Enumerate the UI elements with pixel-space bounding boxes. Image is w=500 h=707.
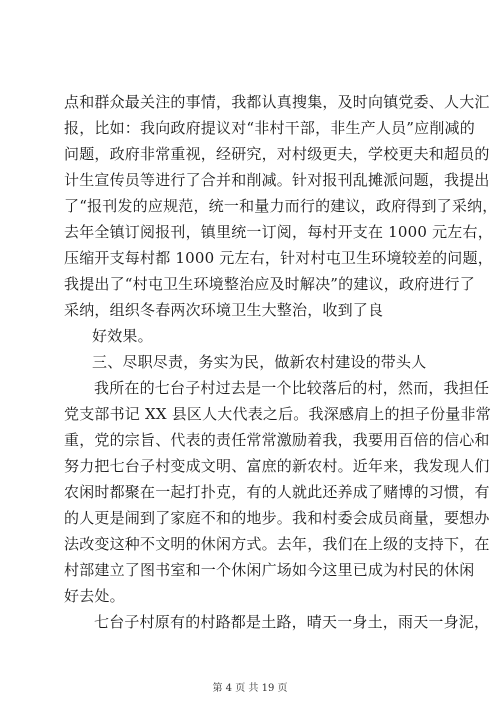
text-line-16: 农闲时都聚在一起打扑克，有的人就此还养成了赌博的习惯，有 xyxy=(64,483,490,501)
text-line-21: 七台子村原有的村路都是土路，晴天一身土，雨天一身泥， xyxy=(94,613,490,631)
text-line-1: 点和群众最关注的事情，我都认真搜集，及时向镇党委、人大汇 xyxy=(64,93,490,111)
text-line-17: 的人更是闹到了家庭不和的地步。我和村委会成员商量，要想办 xyxy=(64,509,490,527)
text-line-12: 我所在的七台子村过去是一个比较落后的村，然而，我担任 xyxy=(94,379,490,397)
text-line-15: 努力把七台子村变成文明、富庶的新农村。近年来，我发现人们 xyxy=(64,457,490,475)
text-line-9: 采纳，组织冬春两次环境卫生大整治，收到了良 xyxy=(64,301,384,319)
text-line-10: 好效果。 xyxy=(92,327,153,345)
text-line-2: 报，比如：我向政府提议对“非村干部，非生产人员”应削减的 xyxy=(64,119,475,137)
text-line-3: 问题，政府非常重视，经研究，对村级更夫，学校更夫和超员的 xyxy=(64,145,490,163)
text-line-18: 法改变这种不文明的休闲方式。去年，我们在上级的支持下，在 xyxy=(64,535,490,553)
text-line-13: 党支部书记 XX 县区人大代表之后。我深感肩上的担子份量非常 xyxy=(64,405,491,423)
text-line-6: 去年全镇订阅报刊，镇里统一订阅，每村开支在 1000 元左右， xyxy=(64,223,493,241)
text-line-8: 我提出了“村屯卫生环境整治应及时解决”的建议，政府进行了 xyxy=(64,275,475,293)
text-line-5: 了“报刊发的应规范，统一和量力而行的建议，政府得到了采纳， xyxy=(64,197,498,215)
text-line-19: 村部建立了图书室和一个休闲广场如今这里已成为村民的休闲 xyxy=(64,561,475,579)
text-line-4: 计生宣传员等进行了合并和削减。针对报刊乱摊派问题，我提出 xyxy=(64,171,490,189)
section-heading: 三、尽职尽责，务实为民，做新农村建设的带头人 xyxy=(92,353,427,371)
text-line-7: 压缩开支每村都 1000 元左右，针对村屯卫生环境较差的问题， xyxy=(64,249,493,267)
page-number-footer: 第 4 页 共 19 页 xyxy=(212,683,288,694)
text-line-14: 重，党的宗旨、代表的责任常常激励着我，我要用百倍的信心和 xyxy=(64,431,490,449)
text-line-20: 好去处。 xyxy=(64,587,125,605)
